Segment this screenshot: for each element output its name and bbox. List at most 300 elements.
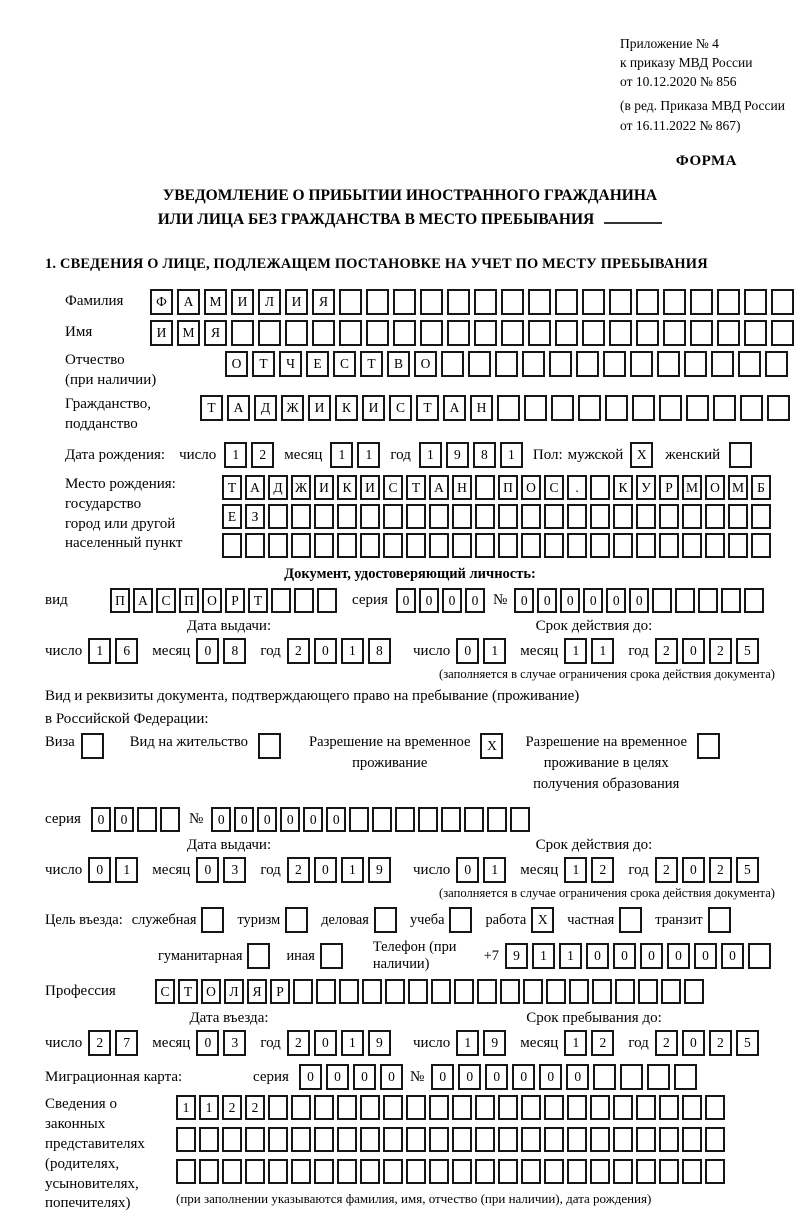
birth-year-cell[interactable]: 9 (446, 442, 469, 468)
sex-female-checkbox[interactable] (729, 442, 756, 468)
birth-place-cell[interactable]: О (521, 475, 541, 500)
birth-month-cell[interactable]: 1 (357, 442, 380, 468)
surname-cell[interactable]: М (204, 289, 227, 315)
profession-cell[interactable]: Р (270, 979, 290, 1004)
representative-cell[interactable] (222, 1127, 242, 1152)
residence-number-cell[interactable]: 0 (326, 807, 346, 832)
citizenship-cell[interactable] (740, 395, 763, 421)
representative-cell[interactable] (567, 1095, 587, 1120)
representative-cell[interactable] (314, 1095, 334, 1120)
doc-number-cell[interactable]: 0 (560, 588, 580, 613)
purpose-humanitarian-checkbox[interactable] (247, 943, 274, 969)
surname-cell[interactable] (555, 289, 578, 315)
citizenship-cell[interactable]: Д (254, 395, 277, 421)
residence-number-cell[interactable]: 0 (257, 807, 277, 832)
migration-series-cell[interactable]: 0 (326, 1064, 349, 1090)
doc-number-cell[interactable]: 0 (514, 588, 534, 613)
profession-cell[interactable] (523, 979, 543, 1004)
profession-cell[interactable] (339, 979, 359, 1004)
profession-cell[interactable]: Т (178, 979, 198, 1004)
birth-place-cell[interactable] (268, 533, 288, 558)
migration-series-cell[interactable]: 0 (380, 1064, 403, 1090)
residence-valid-year-cell[interactable]: 0 (682, 857, 705, 883)
doc-series-cell[interactable]: 0 (396, 588, 416, 613)
representative-cell[interactable] (452, 1095, 472, 1120)
birth-place-cell[interactable]: С (383, 475, 403, 500)
phone-cell[interactable]: 1 (532, 943, 555, 969)
representative-cell[interactable] (521, 1095, 541, 1120)
patronymic-cell[interactable]: Т (360, 351, 383, 377)
representative-cell[interactable] (705, 1159, 725, 1184)
birth-place-cell[interactable] (383, 533, 403, 558)
representative-cell[interactable] (498, 1159, 518, 1184)
representative-cell[interactable]: 1 (176, 1095, 196, 1120)
doc-number-cell[interactable]: 0 (606, 588, 626, 613)
representative-cell[interactable] (222, 1159, 242, 1184)
birth-place-cell[interactable] (291, 533, 311, 558)
representative-cell[interactable] (337, 1159, 357, 1184)
birth-place-cell[interactable] (636, 533, 656, 558)
residence-valid-year-cell[interactable]: 2 (709, 857, 732, 883)
surname-cell[interactable] (717, 289, 740, 315)
stay-day-cell[interactable]: 1 (456, 1030, 479, 1056)
representative-cell[interactable] (636, 1159, 656, 1184)
representative-cell[interactable] (383, 1159, 403, 1184)
birth-place-cell[interactable] (705, 504, 725, 529)
citizenship-cell[interactable]: Т (200, 395, 223, 421)
doc-number-cell[interactable]: 0 (583, 588, 603, 613)
given-name-cell[interactable] (258, 320, 281, 346)
migration-number-cell[interactable]: 0 (431, 1064, 454, 1090)
profession-cell[interactable] (454, 979, 474, 1004)
birth-place-cell[interactable] (498, 533, 518, 558)
representative-cell[interactable] (429, 1159, 449, 1184)
residence-valid-year-cell[interactable]: 5 (736, 857, 759, 883)
doc-valid-day-cell[interactable]: 0 (456, 638, 479, 664)
doc-valid-year-cell[interactable]: 5 (736, 638, 759, 664)
doc-type-cell[interactable]: О (202, 588, 222, 613)
entry-day-cell[interactable]: 7 (115, 1030, 138, 1056)
representative-cell[interactable] (613, 1159, 633, 1184)
profession-cell[interactable] (546, 979, 566, 1004)
doc-series-cell[interactable]: 0 (442, 588, 462, 613)
citizenship-cell[interactable] (632, 395, 655, 421)
doc-type-cell[interactable]: П (110, 588, 130, 613)
birth-place-cell[interactable] (475, 475, 495, 500)
surname-cell[interactable] (636, 289, 659, 315)
surname-cell[interactable] (690, 289, 713, 315)
purpose-tourism-checkbox[interactable] (285, 907, 312, 933)
patronymic-cell[interactable] (684, 351, 707, 377)
phone-cell[interactable] (748, 943, 771, 969)
patronymic-cell[interactable] (765, 351, 788, 377)
doc-issue-day-cell[interactable]: 6 (115, 638, 138, 664)
surname-cell[interactable] (420, 289, 443, 315)
representative-cell[interactable] (567, 1159, 587, 1184)
profession-cell[interactable]: О (201, 979, 221, 1004)
doc-valid-year-cell[interactable]: 2 (655, 638, 678, 664)
given-name-cell[interactable] (717, 320, 740, 346)
profession-cell[interactable] (638, 979, 658, 1004)
given-name-cell[interactable] (231, 320, 254, 346)
given-name-cell[interactable]: М (177, 320, 200, 346)
birth-place-cell[interactable] (751, 533, 771, 558)
birth-place-cell[interactable]: С (544, 475, 564, 500)
birth-place-cell[interactable] (613, 533, 633, 558)
doc-issue-month-cell[interactable]: 8 (223, 638, 246, 664)
birth-place-cell[interactable]: Р (659, 475, 679, 500)
stay-day-cell[interactable]: 9 (483, 1030, 506, 1056)
entry-year-cell[interactable]: 0 (314, 1030, 337, 1056)
profession-cell[interactable] (569, 979, 589, 1004)
representative-cell[interactable] (475, 1127, 495, 1152)
representative-cell[interactable] (590, 1159, 610, 1184)
given-name-cell[interactable] (285, 320, 308, 346)
birth-place-cell[interactable] (682, 504, 702, 529)
birth-place-cell[interactable]: Т (406, 475, 426, 500)
doc-valid-month-cell[interactable]: 1 (564, 638, 587, 664)
patronymic-cell[interactable]: Е (306, 351, 329, 377)
given-name-cell[interactable] (609, 320, 632, 346)
birth-year-cell[interactable]: 8 (473, 442, 496, 468)
birth-day-cell[interactable]: 2 (251, 442, 274, 468)
birth-place-cell[interactable] (452, 504, 472, 529)
birth-place-cell[interactable] (659, 504, 679, 529)
phone-cells[interactable] (505, 943, 775, 969)
representative-cell[interactable] (314, 1127, 334, 1152)
visa-box[interactable] (81, 733, 104, 759)
birth-place-cell[interactable]: Т (222, 475, 242, 500)
representative-cell[interactable] (245, 1159, 265, 1184)
representative-cell[interactable] (245, 1127, 265, 1152)
representative-cell[interactable] (705, 1127, 725, 1152)
doc-type-cell[interactable] (294, 588, 314, 613)
representative-cell[interactable] (337, 1095, 357, 1120)
given-name-cell[interactable] (312, 320, 335, 346)
residence-number-cell[interactable] (349, 807, 369, 832)
given-name-cell[interactable] (474, 320, 497, 346)
migration-number-cell[interactable]: 0 (458, 1064, 481, 1090)
doc-number-cell[interactable] (744, 588, 764, 613)
residence-valid-month-cell[interactable]: 2 (591, 857, 614, 883)
residence-issue-month-cell[interactable]: 3 (223, 857, 246, 883)
representative-cell[interactable] (452, 1127, 472, 1152)
purpose-commercial-checkbox[interactable] (374, 907, 401, 933)
residence-number-cell[interactable]: 0 (280, 807, 300, 832)
citizenship-cell[interactable]: Т (416, 395, 439, 421)
profession-cell[interactable] (615, 979, 635, 1004)
representative-cell[interactable] (452, 1159, 472, 1184)
citizenship-cell[interactable]: И (308, 395, 331, 421)
doc-type-cell[interactable] (317, 588, 337, 613)
representative-cell[interactable] (314, 1159, 334, 1184)
stay-year-cell[interactable]: 5 (736, 1030, 759, 1056)
doc-type-cell[interactable]: С (156, 588, 176, 613)
profession-cell[interactable] (316, 979, 336, 1004)
representative-cell[interactable]: 1 (199, 1095, 219, 1120)
residence-series-cell[interactable]: 0 (114, 807, 134, 832)
birth-place-cell[interactable]: М (728, 475, 748, 500)
given-name-cell[interactable] (744, 320, 767, 346)
residence-number-cell[interactable]: 0 (303, 807, 323, 832)
entry-day-cell[interactable]: 2 (88, 1030, 111, 1056)
doc-issue-year-cell[interactable]: 8 (368, 638, 391, 664)
birth-place-cell[interactable] (222, 533, 242, 558)
patronymic-cell[interactable]: Ч (279, 351, 302, 377)
birth-place-cell[interactable] (728, 504, 748, 529)
representative-cell[interactable] (498, 1127, 518, 1152)
birth-place-cell[interactable] (636, 504, 656, 529)
purpose-business-checkbox[interactable] (201, 907, 228, 933)
surname-cell[interactable]: Я (312, 289, 335, 315)
sex-male-checkbox[interactable] (630, 442, 657, 468)
representative-cell[interactable] (360, 1127, 380, 1152)
given-name-cell[interactable] (393, 320, 416, 346)
citizenship-cell[interactable]: К (335, 395, 358, 421)
temp-permit-edu-checkbox[interactable] (697, 733, 724, 759)
stay-month-cell[interactable]: 1 (564, 1030, 587, 1056)
birth-place-cell[interactable] (567, 533, 587, 558)
residence-valid-day-cell[interactable]: 1 (483, 857, 506, 883)
visa-checkbox[interactable] (81, 733, 108, 759)
doc-number-cell[interactable] (675, 588, 695, 613)
purpose-box[interactable] (285, 907, 308, 933)
doc-valid-month-cell[interactable]: 1 (591, 638, 614, 664)
entry-year-cell[interactable]: 9 (368, 1030, 391, 1056)
patronymic-cell[interactable] (495, 351, 518, 377)
citizenship-cell[interactable]: А (443, 395, 466, 421)
profession-cell[interactable] (684, 979, 704, 1004)
given-name-cell[interactable]: Я (204, 320, 227, 346)
given-name-cell[interactable] (420, 320, 443, 346)
entry-month-cell[interactable]: 0 (196, 1030, 219, 1056)
birth-place-cell[interactable] (728, 533, 748, 558)
citizenship-cell[interactable] (713, 395, 736, 421)
birth-place-cell[interactable] (590, 475, 610, 500)
phone-cell[interactable]: 0 (694, 943, 717, 969)
representative-cell[interactable] (705, 1095, 725, 1120)
citizenship-cell[interactable] (659, 395, 682, 421)
patronymic-cell[interactable] (630, 351, 653, 377)
residence-valid-day-cell[interactable]: 0 (456, 857, 479, 883)
representative-cell[interactable] (636, 1127, 656, 1152)
purpose-box[interactable] (619, 907, 642, 933)
given-name-cell[interactable] (663, 320, 686, 346)
birth-place-cell[interactable]: И (314, 475, 334, 500)
migration-number-cell[interactable] (593, 1064, 616, 1090)
representative-cell[interactable] (544, 1095, 564, 1120)
phone-cell[interactable]: 0 (613, 943, 636, 969)
patronymic-cell[interactable] (738, 351, 761, 377)
birth-place-cell[interactable] (314, 504, 334, 529)
profession-cell[interactable] (362, 979, 382, 1004)
entry-year-cell[interactable]: 2 (287, 1030, 310, 1056)
representative-cell[interactable] (590, 1127, 610, 1152)
citizenship-cell[interactable]: С (389, 395, 412, 421)
representative-cell[interactable] (636, 1095, 656, 1120)
representative-cell[interactable] (682, 1127, 702, 1152)
citizenship-cell[interactable] (767, 395, 790, 421)
birth-year-cell[interactable]: 1 (419, 442, 442, 468)
temp-permit-edu-box[interactable] (697, 733, 720, 759)
birth-place-cell[interactable]: П (498, 475, 518, 500)
migration-number-cell[interactable]: 0 (539, 1064, 562, 1090)
birth-place-cell[interactable]: К (337, 475, 357, 500)
birth-place-cell[interactable]: О (705, 475, 725, 500)
surname-cell[interactable] (609, 289, 632, 315)
representative-cell[interactable]: 2 (222, 1095, 242, 1120)
representative-cell[interactable] (659, 1095, 679, 1120)
patronymic-cell[interactable] (657, 351, 680, 377)
representative-cell[interactable] (268, 1159, 288, 1184)
citizenship-cell[interactable] (551, 395, 574, 421)
birth-place-cell[interactable] (682, 533, 702, 558)
representative-cell[interactable] (360, 1095, 380, 1120)
doc-issue-year-cell[interactable]: 0 (314, 638, 337, 664)
migration-number-cell[interactable] (674, 1064, 697, 1090)
profession-cell[interactable] (477, 979, 497, 1004)
residence-issue-year-cell[interactable]: 9 (368, 857, 391, 883)
birth-place-cell[interactable]: А (245, 475, 265, 500)
doc-number-cell[interactable]: 0 (629, 588, 649, 613)
representative-cell[interactable] (682, 1095, 702, 1120)
residence-issue-year-cell[interactable]: 0 (314, 857, 337, 883)
purpose-other-checkbox[interactable] (320, 943, 347, 969)
given-name-cell[interactable] (555, 320, 578, 346)
doc-number-cell[interactable]: 0 (537, 588, 557, 613)
birth-place-cell[interactable]: Н (452, 475, 472, 500)
residence-valid-month-cell[interactable]: 1 (564, 857, 587, 883)
representative-cell[interactable] (406, 1095, 426, 1120)
residence-number-cell[interactable]: 0 (234, 807, 254, 832)
doc-issue-day-cell[interactable]: 1 (88, 638, 111, 664)
stay-year-cell[interactable]: 0 (682, 1030, 705, 1056)
profession-cell[interactable] (431, 979, 451, 1004)
residence-number-cell[interactable] (372, 807, 392, 832)
citizenship-cell[interactable]: Н (470, 395, 493, 421)
birth-place-cell[interactable] (544, 533, 564, 558)
birth-place-cell[interactable]: . (567, 475, 587, 500)
surname-cell[interactable] (582, 289, 605, 315)
surname-cell[interactable] (771, 289, 794, 315)
purpose-box[interactable] (247, 943, 270, 969)
phone-cell[interactable]: 0 (586, 943, 609, 969)
residence-issue-month-cell[interactable]: 0 (196, 857, 219, 883)
birth-place-cell[interactable] (268, 504, 288, 529)
representative-cell[interactable] (544, 1159, 564, 1184)
representative-cell[interactable] (475, 1095, 495, 1120)
birth-place-cell[interactable] (590, 504, 610, 529)
patronymic-cell[interactable]: О (225, 351, 248, 377)
patronymic-cell[interactable] (603, 351, 626, 377)
migration-number-cell[interactable] (647, 1064, 670, 1090)
residence-permit-box[interactable] (258, 733, 281, 759)
representative-cell[interactable] (383, 1095, 403, 1120)
given-name-cell[interactable] (636, 320, 659, 346)
residence-issue-day-cell[interactable]: 1 (115, 857, 138, 883)
surname-cell[interactable] (447, 289, 470, 315)
surname-cell[interactable] (501, 289, 524, 315)
representative-cell[interactable] (613, 1095, 633, 1120)
surname-cell[interactable]: И (231, 289, 254, 315)
birth-place-cell[interactable]: Е (222, 504, 242, 529)
birth-place-cell[interactable] (245, 533, 265, 558)
given-name-cell[interactable] (582, 320, 605, 346)
purpose-private-checkbox[interactable] (619, 907, 646, 933)
representative-cell[interactable] (659, 1159, 679, 1184)
purpose-study-checkbox[interactable] (449, 907, 476, 933)
birth-place-cell[interactable]: З (245, 504, 265, 529)
migration-number-cell[interactable]: 0 (512, 1064, 535, 1090)
doc-issue-year-cell[interactable]: 2 (287, 638, 310, 664)
citizenship-cell[interactable] (686, 395, 709, 421)
birth-place-cell[interactable] (613, 504, 633, 529)
migration-number-cell[interactable]: 0 (566, 1064, 589, 1090)
birth-place-cell[interactable] (751, 504, 771, 529)
birth-month-cell[interactable]: 1 (330, 442, 353, 468)
representative-cell[interactable] (567, 1127, 587, 1152)
representative-cell[interactable] (337, 1127, 357, 1152)
purpose-transit-checkbox[interactable] (708, 907, 735, 933)
birth-place-cell[interactable] (498, 504, 518, 529)
representative-cell[interactable] (176, 1127, 196, 1152)
doc-type-cell[interactable] (271, 588, 291, 613)
birth-place-cell[interactable] (291, 504, 311, 529)
surname-cell[interactable]: И (285, 289, 308, 315)
citizenship-cell[interactable] (524, 395, 547, 421)
doc-number-cell[interactable] (721, 588, 741, 613)
phone-cell[interactable]: 1 (559, 943, 582, 969)
surname-cell[interactable] (528, 289, 551, 315)
patronymic-cell[interactable] (522, 351, 545, 377)
birth-place-cell[interactable] (429, 504, 449, 529)
residence-number-cell[interactable] (464, 807, 484, 832)
birth-place-cell[interactable] (659, 533, 679, 558)
birth-place-cell[interactable] (360, 533, 380, 558)
entry-year-cell[interactable]: 1 (341, 1030, 364, 1056)
stay-month-cell[interactable]: 2 (591, 1030, 614, 1056)
birth-place-cell[interactable] (383, 504, 403, 529)
birth-place-cell[interactable] (314, 533, 334, 558)
doc-type-cell[interactable]: А (133, 588, 153, 613)
birth-place-cell[interactable]: М (682, 475, 702, 500)
surname-cell[interactable] (744, 289, 767, 315)
given-name-cell[interactable] (690, 320, 713, 346)
representative-cell[interactable] (498, 1095, 518, 1120)
patronymic-cell[interactable]: О (414, 351, 437, 377)
residence-number-cell[interactable] (395, 807, 415, 832)
surname-cell[interactable] (474, 289, 497, 315)
migration-series-cell[interactable]: 0 (299, 1064, 322, 1090)
residence-series-cell[interactable]: 0 (91, 807, 111, 832)
citizenship-cell[interactable]: А (227, 395, 250, 421)
surname-cell[interactable]: Ф (150, 289, 173, 315)
patronymic-cell[interactable] (468, 351, 491, 377)
birth-year-cell[interactable]: 1 (500, 442, 523, 468)
residence-number-cell[interactable] (510, 807, 530, 832)
phone-cell[interactable]: 0 (640, 943, 663, 969)
birth-place-cell[interactable] (475, 533, 495, 558)
purpose-box[interactable]: X (531, 907, 554, 933)
temp-permit-box[interactable]: X (480, 733, 503, 759)
residence-number-cell[interactable] (487, 807, 507, 832)
given-name-cell[interactable]: И (150, 320, 173, 346)
birth-place-cell[interactable] (705, 533, 725, 558)
purpose-box[interactable] (201, 907, 224, 933)
surname-cell[interactable]: А (177, 289, 200, 315)
given-name-cell[interactable] (528, 320, 551, 346)
birth-place-cell[interactable] (590, 533, 610, 558)
